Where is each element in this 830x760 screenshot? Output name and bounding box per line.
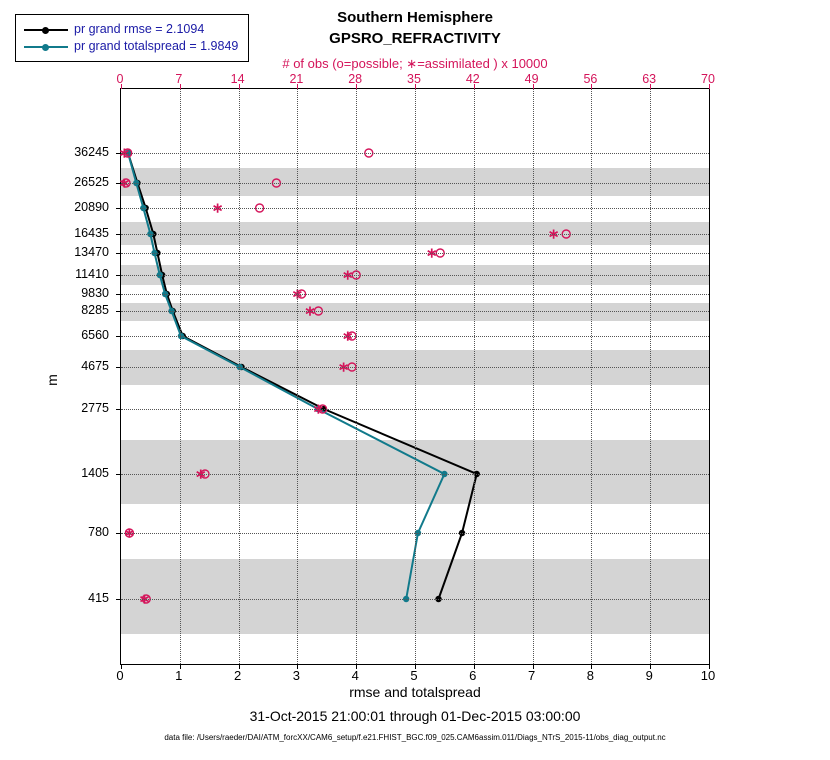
y-axis-tick-mark bbox=[116, 208, 121, 209]
y-axis-tick-mark bbox=[116, 409, 121, 410]
top-axis-tick-label: 35 bbox=[407, 72, 421, 86]
y-axis-tick-mark bbox=[116, 533, 121, 534]
y-axis-tick-mark bbox=[116, 336, 121, 337]
obs-assimilated-marker: ∗ bbox=[341, 327, 354, 344]
y-axis-tick-label: 415 bbox=[88, 591, 109, 605]
x-axis-tick-label: 7 bbox=[527, 668, 536, 683]
obs-assimilated-marker: ∗ bbox=[291, 285, 304, 302]
gridline-vertical bbox=[474, 89, 475, 664]
obs-assimilated-marker: ∗ bbox=[138, 590, 151, 607]
legend-label-totalspread: pr grand totalspread = 1.9849 bbox=[74, 39, 239, 53]
x-axis-label: rmse and totalspread bbox=[349, 684, 481, 700]
top-axis-tick-label: 14 bbox=[230, 72, 245, 86]
legend-item-totalspread bbox=[24, 38, 238, 55]
x-axis-tick-label: 4 bbox=[351, 668, 359, 683]
x-axis-tick-label: 0 bbox=[116, 668, 124, 683]
gridline-vertical bbox=[180, 89, 181, 664]
y-axis-label: m bbox=[43, 374, 60, 386]
y-axis-tick-mark bbox=[116, 311, 121, 312]
y-axis-tick-label: 8285 bbox=[81, 303, 109, 317]
top-axis-tick-label: 70 bbox=[701, 72, 715, 86]
gridline-vertical bbox=[356, 89, 357, 664]
x-axis-tick-label: 10 bbox=[700, 668, 716, 683]
plot-area bbox=[120, 88, 710, 665]
date-range: 31-Oct-2015 21:00:01 through 01-Dec-2015 03:00:00 bbox=[249, 708, 581, 724]
obs-assimilated-marker: ∗ bbox=[337, 358, 350, 375]
obs-assimilated-marker: ∗ bbox=[118, 144, 131, 161]
obs-assimilated-marker: ∗ bbox=[425, 244, 438, 261]
gridline-vertical bbox=[239, 89, 240, 664]
top-axis-tick-label: 63 bbox=[642, 72, 657, 86]
top-axis-tick-label: 42 bbox=[465, 72, 480, 86]
gridline-vertical bbox=[533, 89, 534, 664]
legend-swatch-totalspread bbox=[24, 46, 68, 48]
top-axis-tick-label: 7 bbox=[175, 72, 183, 86]
gridline-vertical bbox=[297, 89, 298, 664]
y-axis-tick-mark bbox=[116, 153, 121, 154]
top-axis-tick-label: 49 bbox=[524, 72, 539, 86]
y-axis-tick-label: 1405 bbox=[81, 466, 109, 480]
y-axis-tick-mark bbox=[116, 474, 121, 475]
y-axis-tick-label: 13470 bbox=[74, 245, 109, 259]
x-axis-tick-label: 2 bbox=[233, 668, 242, 683]
y-axis-tick-mark bbox=[116, 367, 121, 368]
obs-assimilated-marker: ∗ bbox=[118, 174, 131, 191]
y-axis-tick-mark bbox=[116, 275, 121, 276]
obs-assimilated-marker: ∗ bbox=[312, 400, 325, 417]
y-axis-tick-label: 16435 bbox=[74, 226, 109, 240]
top-axis-tick-label: 0 bbox=[116, 72, 124, 86]
y-axis-tick-label: 36245 bbox=[74, 145, 109, 159]
gridline-vertical bbox=[650, 89, 651, 664]
obs-assimilated-marker: ∗ bbox=[211, 199, 224, 216]
y-axis-tick-label: 20890 bbox=[74, 200, 109, 214]
legend bbox=[15, 14, 249, 62]
chart-title-line1: Southern Hemisphere bbox=[337, 9, 493, 26]
x-axis-tick-label: 9 bbox=[645, 668, 653, 683]
x-axis-tick-label: 8 bbox=[586, 668, 595, 683]
x-axis-tick-label: 3 bbox=[292, 668, 301, 683]
top-axis-tick-label: 28 bbox=[348, 72, 363, 86]
x-axis-tick-label: 5 bbox=[410, 668, 418, 683]
y-axis-tick-label: 780 bbox=[88, 525, 109, 539]
obs-assimilated-marker: ∗ bbox=[547, 225, 560, 242]
y-axis-tick-mark bbox=[116, 253, 121, 254]
y-axis-tick-label: 26525 bbox=[74, 175, 109, 189]
top-axis-title: # of obs (o=possible; ∗=assimilated ) x 10000 bbox=[282, 56, 548, 71]
y-axis-tick-label: 4675 bbox=[81, 359, 109, 373]
y-axis-tick-mark bbox=[116, 294, 121, 295]
gridline-vertical bbox=[591, 89, 592, 664]
gridline-vertical bbox=[415, 89, 416, 664]
legend-item-rmse bbox=[24, 21, 238, 38]
legend-swatch-rmse bbox=[24, 29, 68, 31]
y-axis-tick-mark bbox=[116, 234, 121, 235]
obs-assimilated-marker: ∗ bbox=[194, 465, 207, 482]
data-file-path: data file: /Users/raeder/DAI/ATM_forcXX/CAM6_setup/f.e21.FHIST_BGC.f09_025.CAM6assim.011/Diags_NTrS_2015-11/obs_diag_output.nc bbox=[164, 733, 666, 742]
obs-assimilated-marker: ∗ bbox=[123, 524, 136, 541]
chart-title-line2: GPSRO_REFRACTIVITY bbox=[329, 30, 501, 47]
y-axis-tick-label: 9830 bbox=[81, 286, 109, 300]
x-axis-tick-label: 6 bbox=[469, 668, 477, 683]
obs-assimilated-marker: ∗ bbox=[341, 266, 354, 283]
x-axis-tick-label: 1 bbox=[175, 668, 183, 683]
y-axis-tick-mark bbox=[116, 599, 121, 600]
top-axis-tick-label: 56 bbox=[583, 72, 598, 86]
y-axis-tick-label: 6560 bbox=[81, 328, 109, 342]
y-axis-tick-mark bbox=[116, 183, 121, 184]
top-axis-tick-label: 21 bbox=[289, 72, 304, 86]
obs-assimilated-marker: ∗ bbox=[304, 302, 316, 319]
legend-label-rmse: pr grand rmse = 2.1094 bbox=[74, 22, 205, 36]
y-axis-tick-label: 11410 bbox=[75, 267, 109, 281]
y-axis-tick-label: 2775 bbox=[81, 401, 109, 415]
